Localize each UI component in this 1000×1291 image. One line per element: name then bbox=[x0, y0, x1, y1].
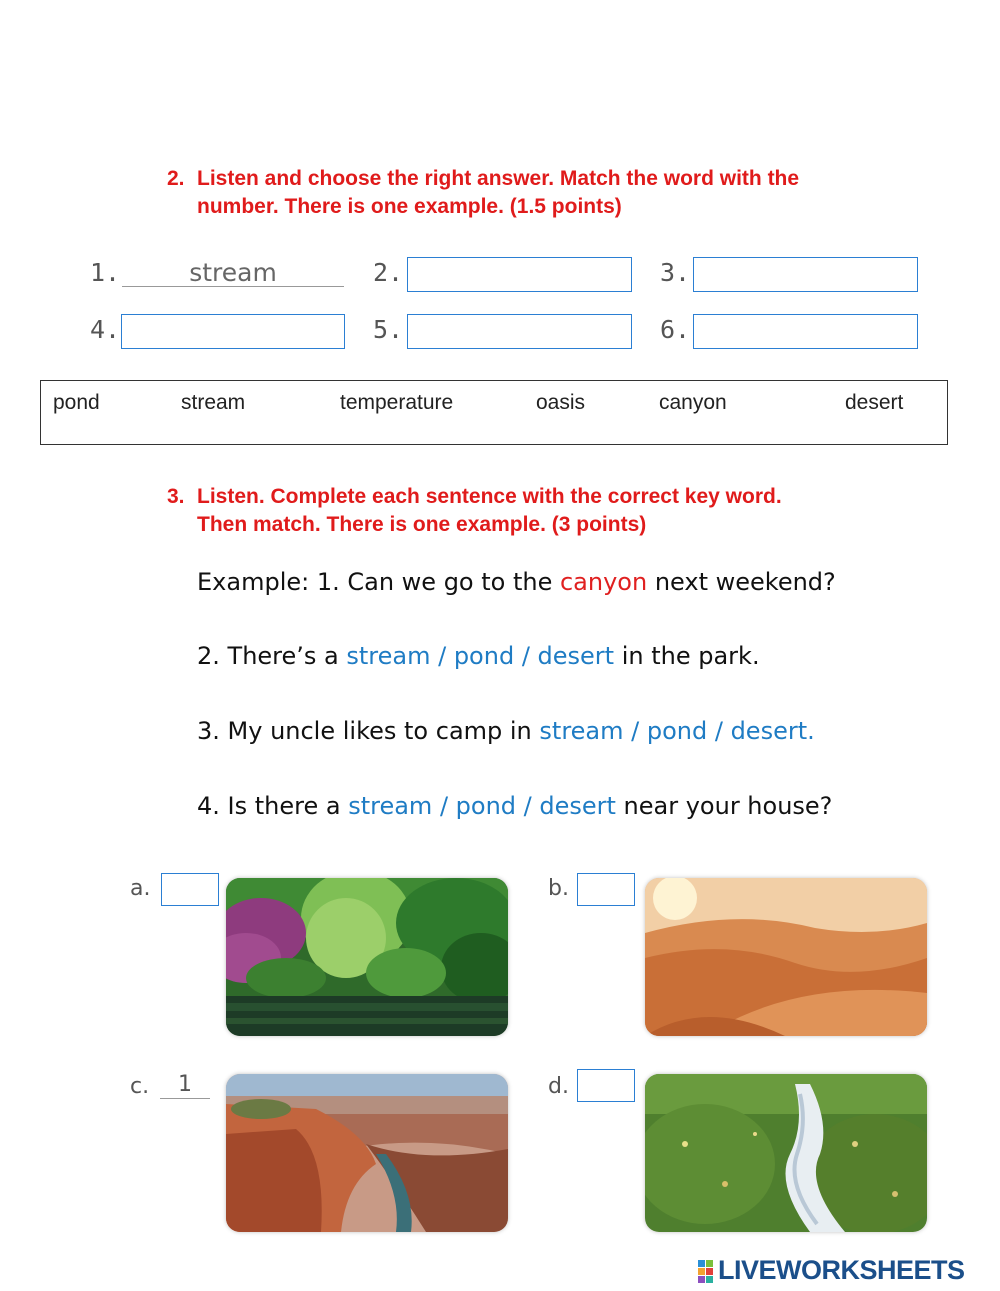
canyon-picture bbox=[226, 1074, 508, 1232]
picture-d-answer-input[interactable] bbox=[577, 1069, 635, 1102]
canyon-image bbox=[226, 1074, 508, 1232]
liveworksheets-logo bbox=[698, 1257, 994, 1287]
word-bank-item: oasis bbox=[536, 391, 586, 414]
item-1-example-answer: stream bbox=[189, 258, 277, 287]
sentence-4 bbox=[197, 792, 832, 820]
sentence-4-prefix: 4. Is there a bbox=[197, 792, 349, 820]
item-1-example-line bbox=[122, 258, 344, 287]
example-suffix: next weekend? bbox=[647, 568, 836, 596]
example-answer: canyon bbox=[559, 568, 648, 596]
section3-number: 3. bbox=[167, 485, 185, 508]
sentence-4-suffix: near your house? bbox=[615, 792, 833, 820]
stream-image bbox=[645, 1074, 927, 1232]
picture-b-letter: b. bbox=[548, 876, 569, 901]
picture-a-letter: a. bbox=[130, 876, 151, 901]
picture-c-example-answer: 1 bbox=[178, 1072, 192, 1097]
word-bank-item: pond bbox=[53, 391, 100, 414]
item-5-label: 5. bbox=[373, 315, 404, 344]
item-2-answer-input[interactable] bbox=[407, 257, 632, 292]
sentence-3-prefix: 3. My uncle likes to camp in bbox=[197, 717, 540, 745]
desert-picture bbox=[645, 878, 927, 1036]
item-4-answer-input[interactable] bbox=[121, 314, 345, 349]
item-3-answer-input[interactable] bbox=[693, 257, 918, 292]
picture-a-answer-input[interactable] bbox=[161, 873, 219, 906]
sentence-2-options[interactable]: stream / pond / desert bbox=[346, 642, 615, 670]
word-bank-item: desert bbox=[845, 391, 904, 414]
section3-instruction-line1: Listen. Complete each sentence with the correct key word. bbox=[197, 485, 782, 508]
picture-d-letter: d. bbox=[548, 1074, 569, 1099]
item-6-answer-input[interactable] bbox=[693, 314, 918, 349]
word-bank-item: canyon bbox=[659, 391, 727, 414]
word-bank-item: stream bbox=[181, 391, 246, 414]
desert-image bbox=[645, 878, 927, 1036]
picture-c-letter: c. bbox=[130, 1074, 150, 1099]
pond-image bbox=[226, 878, 508, 1036]
sentence-4-options[interactable]: stream / pond / desert bbox=[348, 792, 616, 820]
word-bank-item: temperature bbox=[340, 391, 454, 414]
pond-picture bbox=[226, 878, 508, 1036]
example-sentence bbox=[197, 568, 836, 596]
picture-c-example-line bbox=[160, 1070, 210, 1099]
item-5-answer-input[interactable] bbox=[407, 314, 632, 349]
item-4-label: 4. bbox=[90, 315, 121, 344]
example-prefix: Example: 1. Can we go to the bbox=[197, 568, 560, 596]
logo-text: LIVEWORKSHEETS bbox=[718, 1255, 965, 1285]
section2-number: 2. bbox=[167, 167, 185, 190]
sentence-2-prefix: 2. There’s a bbox=[197, 642, 347, 670]
item-1-label: 1. bbox=[90, 258, 121, 287]
section2-instruction-line1: Listen and choose the right answer. Match the word with the bbox=[197, 167, 800, 190]
word-bank bbox=[40, 380, 948, 445]
stream-picture bbox=[645, 1074, 927, 1232]
item-6-label: 6. bbox=[660, 315, 691, 344]
item-3-label: 3. bbox=[660, 258, 691, 287]
sentence-3 bbox=[197, 717, 815, 745]
section3-instruction-line2: Then match. There is one example. (3 points) bbox=[197, 513, 647, 536]
item-2-label: 2. bbox=[373, 258, 404, 287]
picture-b-answer-input[interactable] bbox=[577, 873, 635, 906]
sentence-3-options[interactable]: stream / pond / desert. bbox=[539, 717, 815, 745]
sentence-2-suffix: in the park. bbox=[614, 642, 760, 670]
sentence-2 bbox=[197, 642, 760, 670]
section2-instruction-line2: number. There is one example. (1.5 points) bbox=[197, 195, 622, 218]
